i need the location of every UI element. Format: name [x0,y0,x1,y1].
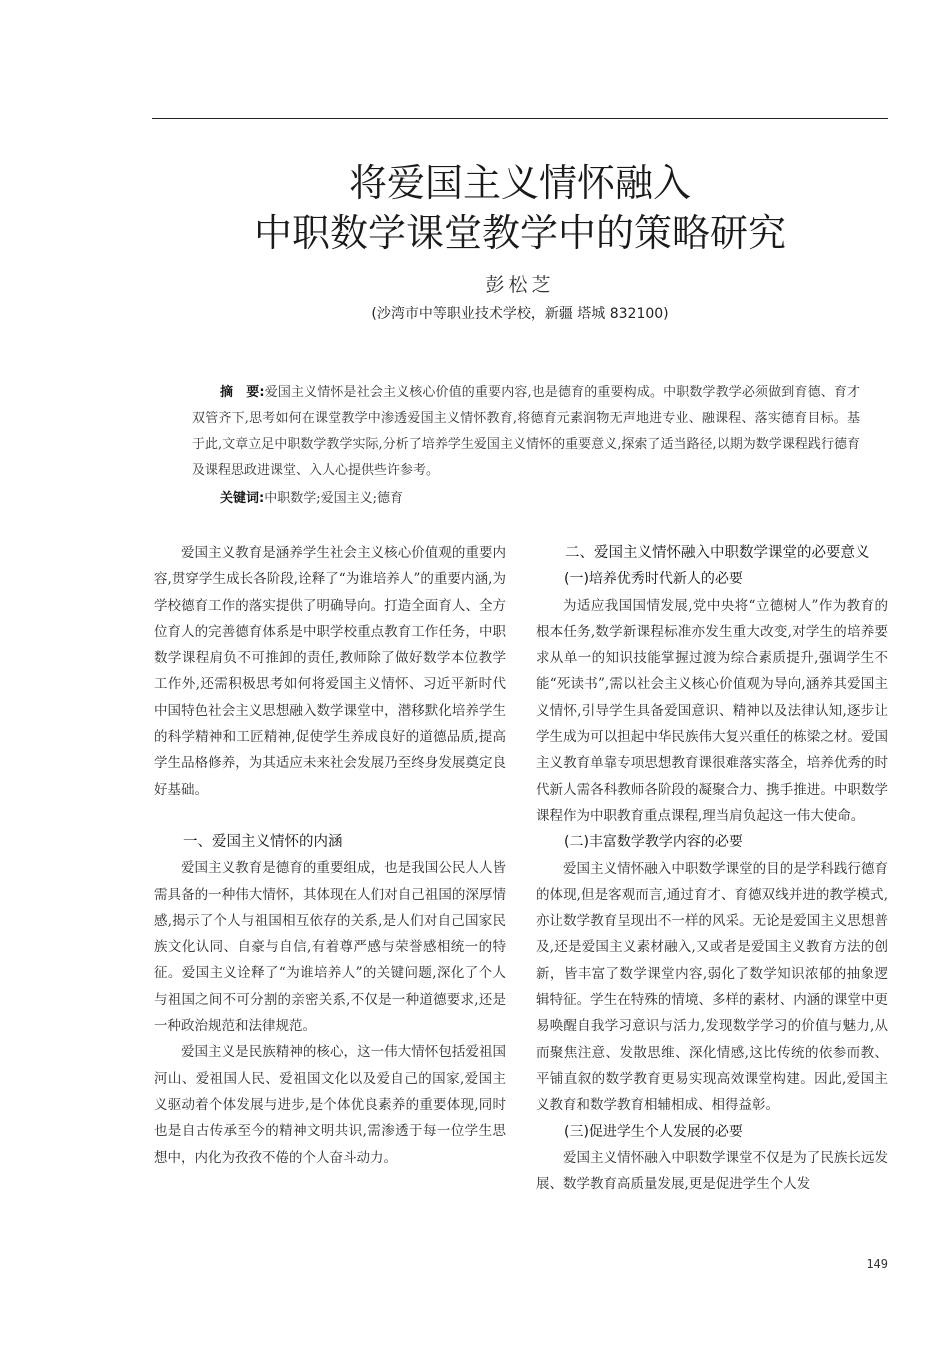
section-1-paragraph-2: 爱国主义是民族精神的核心，这一伟大情怀包括爱祖国河山、爱祖国人民、爱祖国文化以及爱自己的国家,爱国主义驱动着个体发展与进步,是个体优良素养的重要体现,同时也是自古传承至今的精神文明共识,需渗透于每一位学生思想中，内化为孜孜不倦的个人奋斗动力。 [154,1044,506,1166]
keywords-text: 中职数学;爱国主义;德育 [264,491,403,506]
page-number: 149 [866,1257,888,1271]
abstract-block [192,380,860,512]
article-title [152,158,888,258]
section-1-heading: 一、爱国主义情怀的内涵 [183,833,343,850]
author-name: 彭松芝 [485,274,555,296]
title-line-2: 中职数学课堂教学中的策略研究 [253,211,786,255]
section-2-heading: 二、爱国主义情怀融入中职数学课堂的必要意义 [565,545,870,561]
abstract-text: 爱国主义情怀是社会主义核心价值的重要内容,也是德育的重要构成。中职数学教学必须做到育德、育才双管齐下,思考如何在课堂教学中渗透爱国主义情怀教育,将德育元素润物无声地进专业、融课程、落实德育目标。基于此,文章立足中职数学教学实际,分析了培养学生爱国主义情怀的重要意义,探索了适当路径,以期为数学课程践行德育及课程思政进课堂、入人心提供些许参考。 [192,385,860,478]
header-rule [152,118,888,119]
subsection-2-heading: (二)丰富数学教学内容的必要 [564,834,743,851]
keywords-line [192,486,860,512]
subsection-2-paragraph: 爱国主义情怀融入中职数学课堂的目的是学科践行德育的体现,但是客观而言,通过育才、育德双线并进的教学模式,亦让数学教育呈现出不一样的风采。无论是爱国主义思想普及,还是爱国主义素材融入,又或者是爱国主义教育方法的创新，皆丰富了数学课堂内容,弱化了数学知识浓郁的抽象逻辑特征。学生在特殊的情境、多样的素材、内涵的课堂中更易唤醒自我学习意识与活力,发现数学学习的价值与魅力,从而聚焦注意、发散思维、深化情感,这比传统的依参而教、平铺直叙的数学教育更易实现高效课堂构建。因此,爱国主义教育和数学教育相辅相成、相得益彰。 [536,860,888,1114]
section-1-paragraph-1: 爱国主义教育是德育的重要组成，也是我国公民人人皆需具备的一种伟大情怀，其体现在人们对自己祖国的深厚情感,揭示了个人与祖国相互依存的关系,是人们对自己国家民族文化认同、自豪与自信,有着尊严感与荣誉感相统一的特征。爱国主义诠释了“为谁培养人”的关键问题,深化了个人与祖国之间不可分割的亲密关系,不仅是一种道德要求,还是一种政治规范和法律规范。 [154,860,506,1035]
left-column [154,540,506,1171]
abstract-paragraph [192,380,860,484]
title-line-1: 将爱国主义情怀融入 [348,161,691,205]
author-affiliation: (沙湾市中等职业技术学校，新疆 塔城 832100) [371,306,669,322]
keywords-label: 关键词: [220,491,265,506]
subsection-1-heading: (一)培养优秀时代新人的必要 [564,571,743,588]
intro-paragraph: 爱国主义教育是涵养学生社会主义核心价值观的重要内容,贯穿学生成长各阶段,诠释了“为谁培养人”的重要内涵,为学校德育工作的落实提供了明确导向。打造全面育人、全方位育人的完善德育体系是中职学校重点教育工作任务，中职数学课程肩负不可推卸的责任,教师除了做好数学本位教学工作外,还需积极思考如何将爱国主义情怀、习近平新时代中国特色社会主义思想融入数学课堂中，潜移默化培养学生的科学精神和工匠精神,促使学生养成良好的道德品质,提高学生品格修养，为其适应未来社会发展乃至终身发展奠定良好基础。 [154,545,506,798]
subsection-3-paragraph: 爱国主义情怀融入中职数学课堂不仅是为了民族长远发展、数学教育高质量发展,更是促进学生个人发 [536,1149,888,1193]
right-column [536,540,888,1197]
section-gap [154,803,506,829]
abstract-label: 摘 要: [220,385,265,400]
subsection-1-paragraph: 为适应我国国情发展,党中央将“立德树人”作为教育的根本任务,数学新课程标准亦发生重大改变,对学生的培养要求从单一的知识技能掌握过渡为综合素质提升,强调学生不能“死读书”,需以社会主义核心价值观为导向,涵养其爱国主义情怀,引导学生具备爱国意识、精神以及法律认知,逐步让学生成为可以担起中华民族伟大复兴重任的栋梁之材。爱国主义教育单靠专项思想教育课很难落实落全，培养优秀的时代新人需各科教师各阶段的凝聚合力、携手推进。中职数学课程作为中职教育重点课程,理当肩负起这一伟大使命。 [536,597,888,824]
subsection-3-heading: (三)促进学生个人发展的必要 [564,1123,743,1140]
